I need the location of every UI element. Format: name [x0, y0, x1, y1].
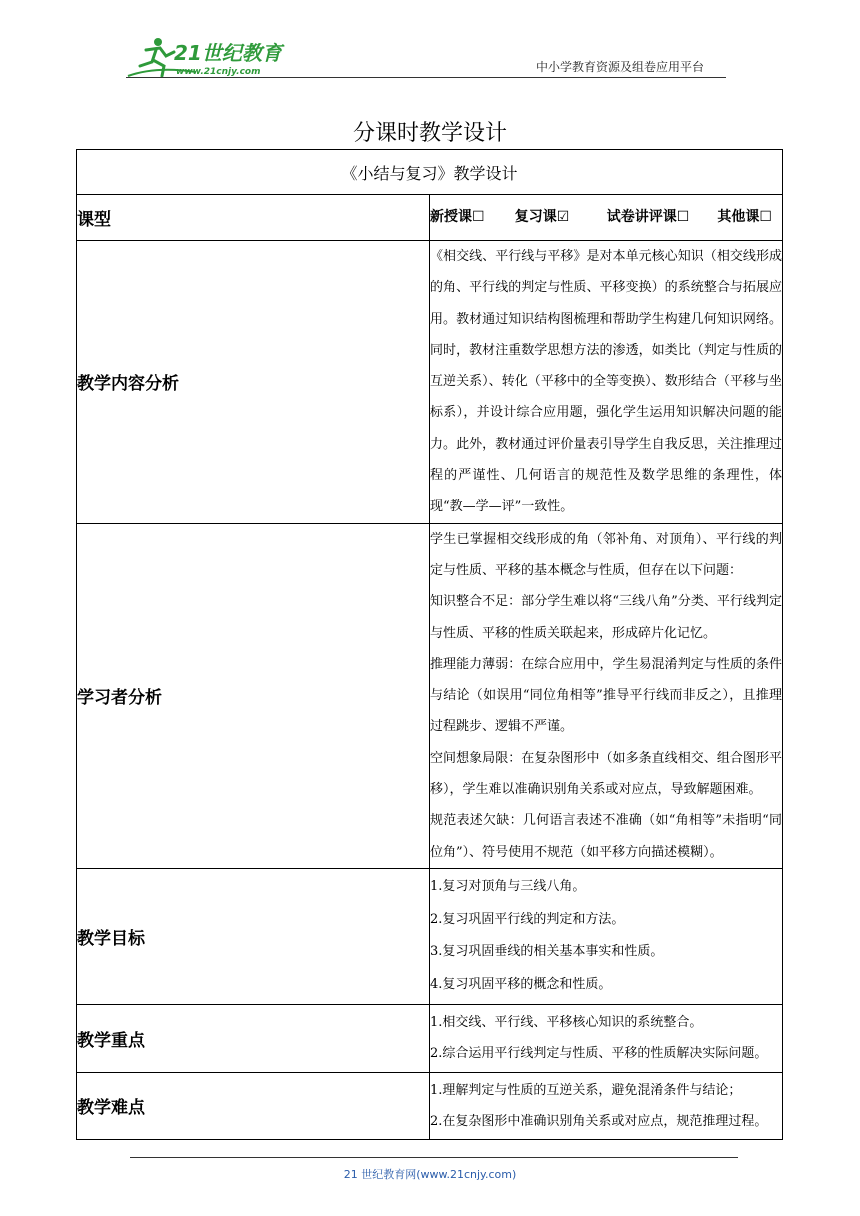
course-type-options [430, 195, 783, 241]
learner-analysis-row [77, 523, 783, 868]
objective-item: 1.复习对顶角与三线八角。 [430, 879, 586, 895]
footer-divider [130, 1157, 738, 1158]
learner-paragraph: 知识整合不足：部分学生难以将“三线八角”分类、平行线判定与性质、平移的性质关联起来，形成碎片化记忆。 [430, 594, 782, 641]
lesson-design-table [76, 149, 783, 1140]
option-new-lesson: 新授课☐ [430, 208, 485, 225]
key-point-item: 1.相交线、平行线、平移核心知识的系统整合。 [430, 1015, 703, 1031]
objective-item: 3.复习巩固垂线的相关基本事实和性质。 [430, 944, 664, 960]
difficulties-label: 教学难点 [77, 1072, 430, 1139]
learner-analysis-label: 学习者分析 [77, 523, 430, 868]
learner-paragraph: 推理能力薄弱：在综合应用中，学生易混淆判定与性质的条件与结论（如误用“同位角相等”推导平行线而非反之），且推理过程跳步、逻辑不严谨。 [430, 656, 782, 735]
learner-analysis-text [430, 523, 783, 868]
key-point-item: 2.综合运用平行线判定与性质、平移的性质解决实际问题。 [430, 1046, 768, 1062]
learner-paragraph: 规范表述欠缺：几何语言表述不准确（如“角相等”未指明“同位角”）、符号使用不规范（如平移方向描述模糊）。 [430, 813, 782, 860]
objectives-list [430, 868, 783, 1004]
content-analysis-row [77, 241, 783, 524]
logo-text: 21世纪教育 [174, 41, 282, 65]
option-review-lesson: 复习课☑ [514, 208, 570, 225]
difficulties-row [77, 1072, 783, 1139]
key-points-row [77, 1004, 783, 1072]
header-platform-text: 中小学教育资源及组卷应用平台 [536, 60, 705, 74]
option-other-lesson: 其他课☐ [717, 208, 772, 225]
learner-paragraph: 学生已掌握相交线形成的角（邻补角、对顶角）、平行线的判定与性质、平移的基本概念与性质，但存在以下问题： [430, 531, 782, 578]
subtitle: 《小结与复习》教学设计 [77, 150, 783, 195]
logo-url: www.21cnjy.com [176, 67, 261, 77]
logo [126, 36, 296, 80]
objectives-row [77, 868, 783, 1004]
content-analysis-label: 教学内容分析 [77, 241, 430, 524]
objectives-label: 教学目标 [77, 868, 430, 1004]
course-type-row [77, 195, 783, 241]
objective-item: 2.复习巩固平行线的判定和方法。 [430, 911, 625, 927]
option-exam-review-lesson: 试卷讲评课☐ [606, 208, 690, 225]
header-divider [126, 77, 726, 78]
key-points-list [430, 1004, 783, 1072]
learner-paragraph: 空间想象局限：在复杂图形中（如多条直线相交、组合图形平移），学生难以准确识别角关系或对应点，导致解题困难。 [430, 750, 782, 798]
subtitle-row [77, 150, 783, 195]
difficulty-item: 2.在复杂图形中准确识别角关系或对应点，规范推理过程。 [430, 1113, 768, 1129]
difficulty-item: 1.理解判定与性质的互逆关系，避免混淆条件与结论； [430, 1082, 742, 1098]
key-points-label: 教学重点 [77, 1004, 430, 1072]
content-analysis-text: 《相交线、平行线与平移》是对本单元核心知识（相交线形成的角、平行线的判定与性质、平移变换）的系统整合与拓展应用。教材通过知识结构图梳理和帮助学生构建几何知识网络。同时，教材注重数学思想方法的渗透，如类比（判定与性质的互逆关系）、转化（平移中的全等变换）、数形结合（平移与坐标系），并设计综合应用题，强化学生运用知识解决问题的能力。此外，教材通过评价量表引导学生自我反思，关注推理过程的严谨性、几何语言的规范性及数学思维的条理性，体现“教—学—评”一致性。 [430, 241, 783, 524]
objective-item: 4.复习巩固平移的概念和性质。 [430, 976, 612, 992]
page-title: 分课时教学设计 [352, 121, 507, 146]
course-type-label: 课型 [77, 195, 430, 241]
footer-text: 21 世纪教育网(www.21cnjy.com) [343, 1168, 517, 1181]
difficulties-list [430, 1072, 783, 1139]
